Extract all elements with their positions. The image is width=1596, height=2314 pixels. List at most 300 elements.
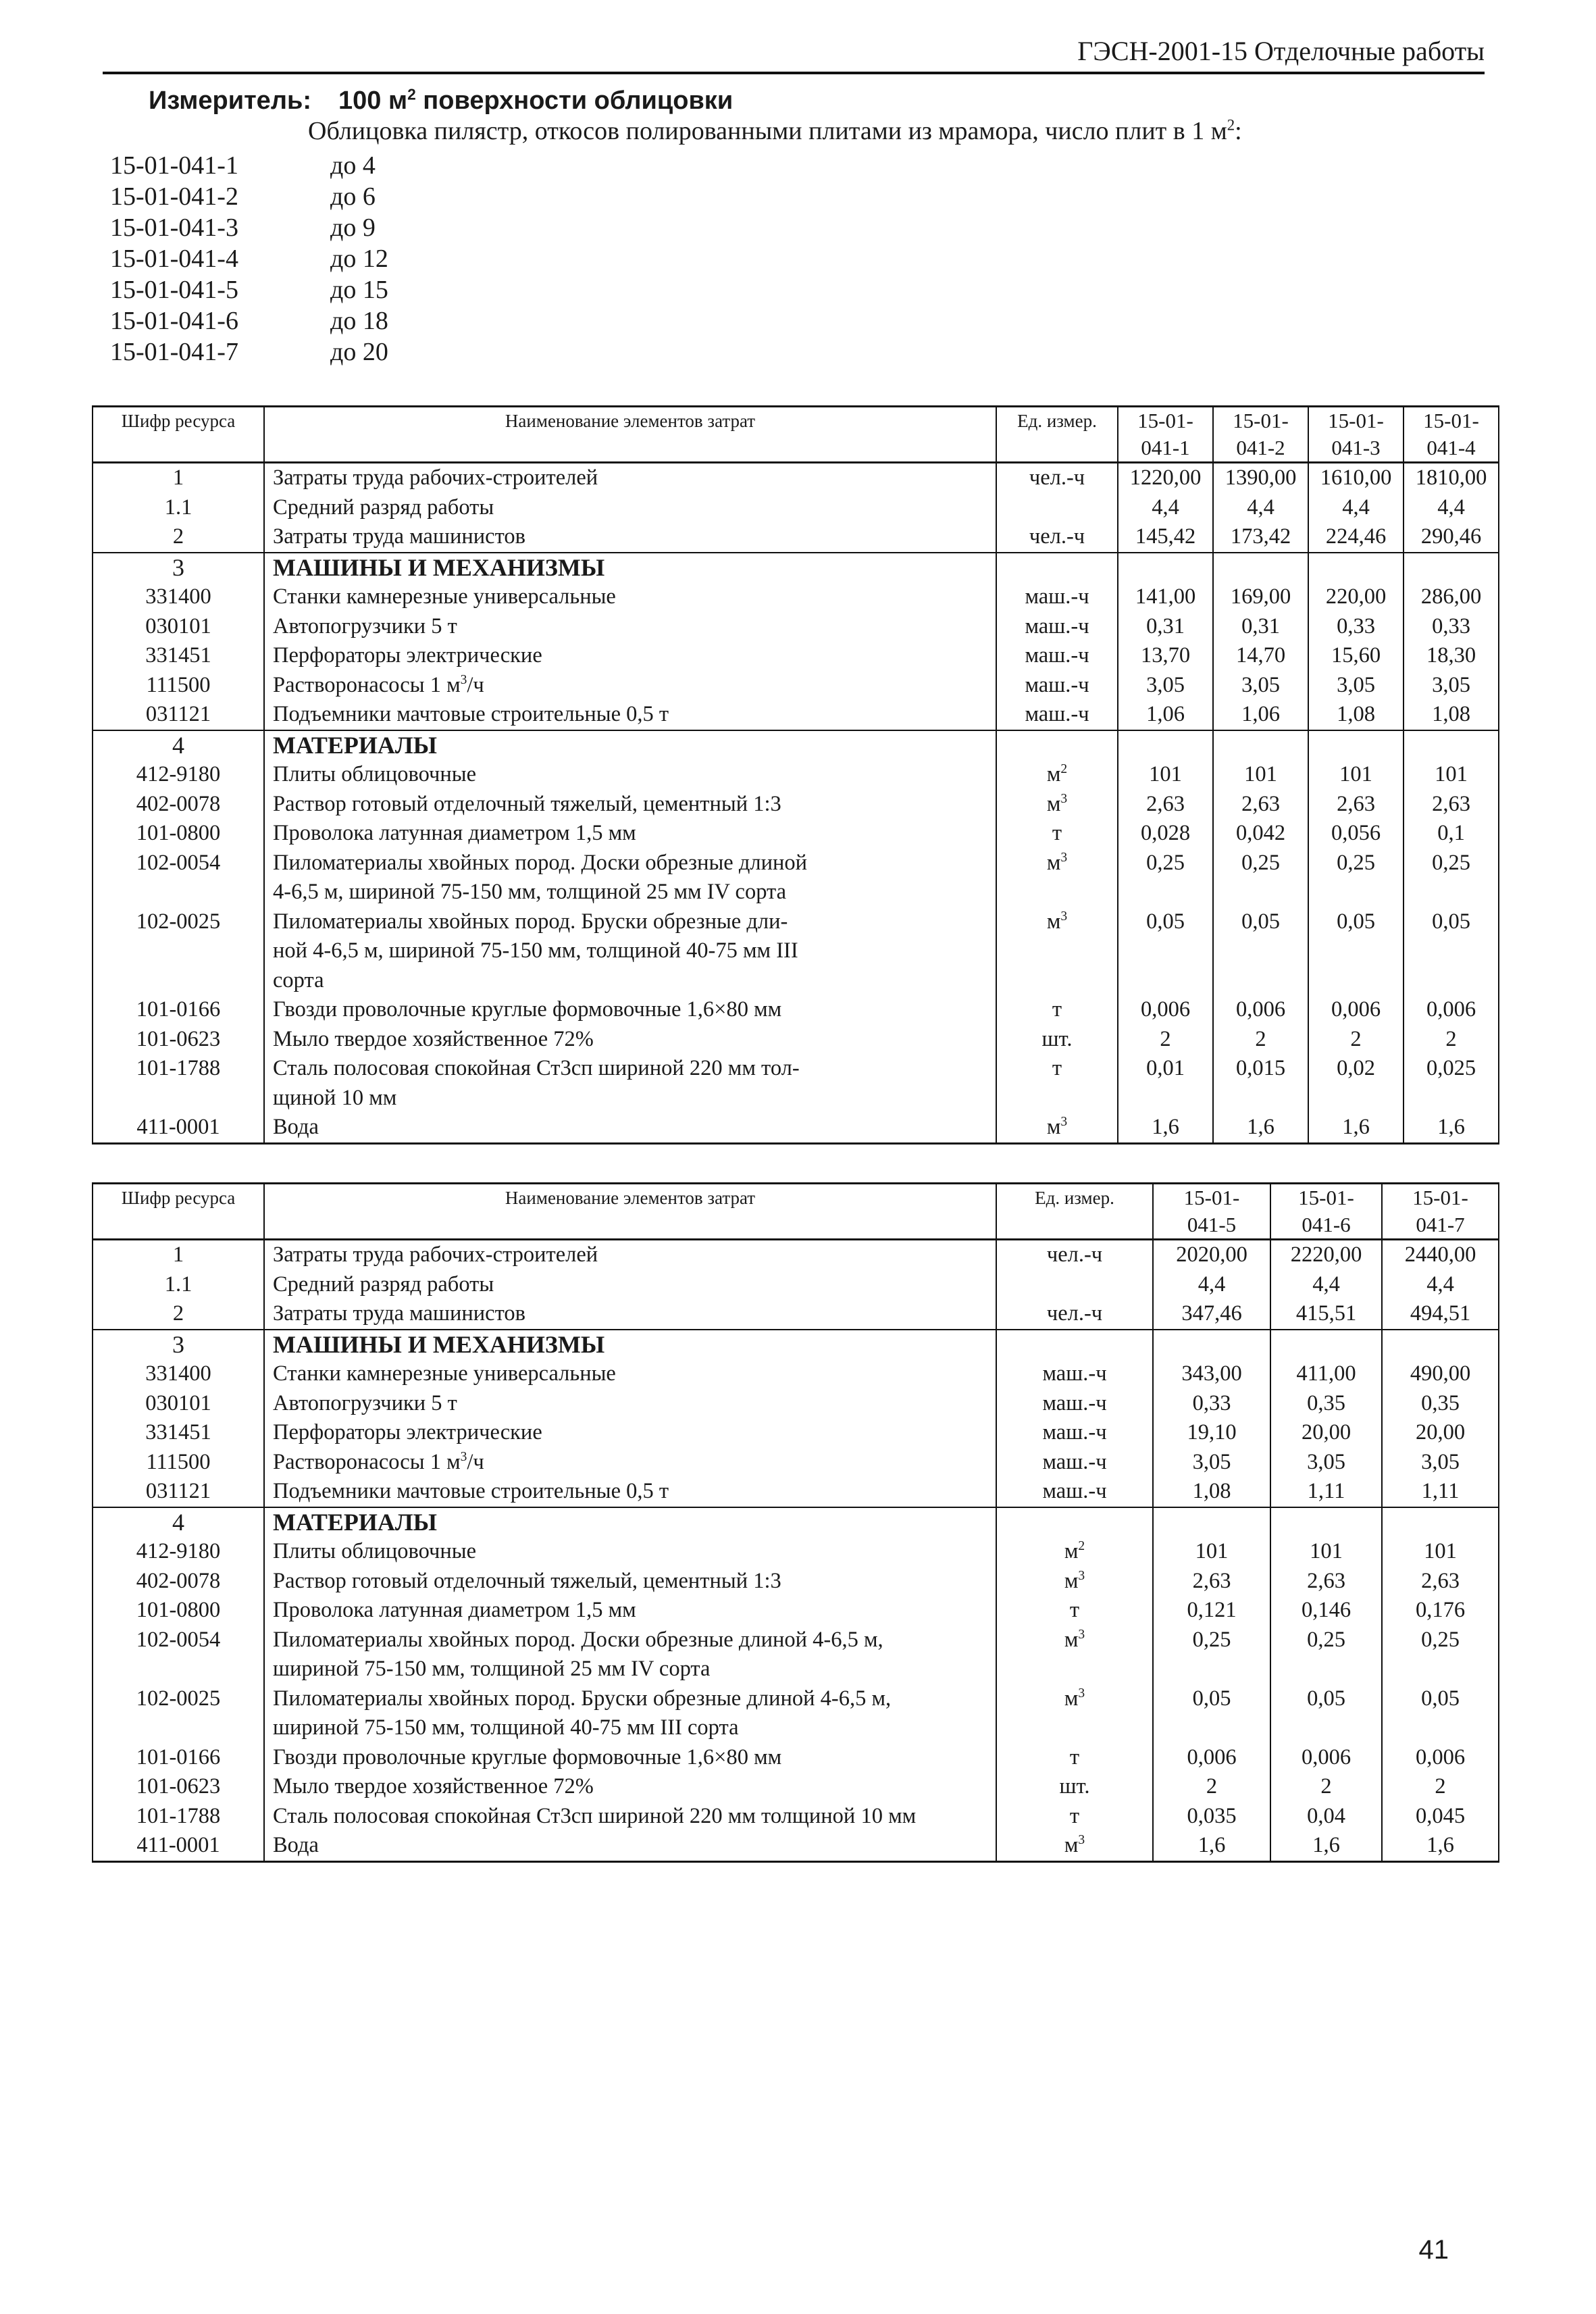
norm-value: 1,11 <box>1382 1477 1499 1507</box>
resource-name-line: Вода <box>273 1115 319 1139</box>
measure-label: Измеритель: <box>149 86 311 115</box>
resource-name <box>264 1567 996 1596</box>
norm-value: 0,006 <box>1153 1743 1270 1773</box>
norm-code-description: до 4 <box>330 151 376 180</box>
resource-code: 412-9180 <box>93 1537 264 1567</box>
resource-row <box>93 522 1499 553</box>
resource-name <box>264 1448 996 1478</box>
resource-row <box>93 641 1499 671</box>
norm-value: 494,51 <box>1382 1299 1499 1330</box>
resource-name <box>264 790 996 820</box>
resource-row <box>93 1448 1499 1478</box>
norm-value: 101 <box>1308 760 1404 790</box>
resource-name <box>264 907 996 996</box>
resource-name <box>264 1240 996 1270</box>
header-norm-column <box>1270 1184 1382 1240</box>
norm-code: 15-01-041-6 <box>110 307 238 335</box>
norm-value: 220,00 <box>1308 582 1404 612</box>
norm-value: 0,045 <box>1382 1802 1499 1832</box>
resource-name <box>264 1596 996 1626</box>
unit-of-measure: $м^3$ <box>996 1831 1153 1861</box>
norm-value: 0,006 <box>1404 995 1499 1025</box>
norm-value: 490,00 <box>1382 1359 1499 1389</box>
section-row <box>93 553 1499 583</box>
unit-of-measure <box>996 1330 1153 1360</box>
norm-value: 3,05 <box>1270 1448 1382 1478</box>
norm-value: 101 <box>1382 1537 1499 1567</box>
resource-name-line: Затраты труда машинистов <box>273 1301 525 1326</box>
unit-of-measure <box>996 1507 1153 1538</box>
resource-name <box>264 522 996 553</box>
resource-name <box>264 463 996 493</box>
norm-value: 0,042 <box>1213 819 1308 849</box>
norm-value: 1,6 <box>1308 1113 1404 1143</box>
unit-of-measure: маш.-ч <box>996 641 1118 671</box>
norm-value: 1,08 <box>1308 700 1404 730</box>
norm-value: 1610,00 <box>1308 463 1404 493</box>
norm-column-line2: 041-3 <box>1331 436 1381 459</box>
norm-value: 1,6 <box>1382 1831 1499 1861</box>
unit-of-measure: $м^3$ <box>996 790 1118 820</box>
norm-value: 0,025 <box>1404 1054 1499 1113</box>
norm-value: 1,08 <box>1153 1477 1270 1507</box>
resource-code: 111500 <box>93 671 264 701</box>
norm-value: 1,06 <box>1118 700 1213 730</box>
unit-of-measure <box>996 553 1118 583</box>
running-header-title: ГЭСН-2001-15 Отделочные работы <box>1077 36 1485 66</box>
header-element-name: Наименование элементов затрат <box>264 1184 996 1240</box>
norm-code: 15-01-041-2 <box>110 182 238 211</box>
resource-name-line: Мыло твердое хозяйственное 72% <box>273 1026 594 1051</box>
norm-column-line2: 041-6 <box>1302 1213 1351 1236</box>
resource-name <box>264 1684 996 1743</box>
resource-code: 4 <box>93 1507 264 1538</box>
resource-code: 331451 <box>93 1418 264 1448</box>
resource-name-line: МАШИНЫ И МЕХАНИЗМЫ <box>273 553 605 581</box>
resource-name-line: Пиломатериалы хвойных пород. Доски обрезные длиной <box>273 850 808 875</box>
norm-code-item <box>110 274 388 305</box>
resource-code: 111500 <box>93 1448 264 1478</box>
unit-of-measure: т <box>996 1802 1153 1832</box>
norm-code: 15-01-041-3 <box>110 213 238 242</box>
resource-code: 102-0054 <box>93 1626 264 1684</box>
resource-name-line: Станки камнерезные универсальные <box>273 584 616 609</box>
unit-of-measure: чел.-ч <box>996 1299 1153 1330</box>
norm-value: 173,42 <box>1213 522 1308 553</box>
resource-row <box>93 790 1499 820</box>
norm-value: 14,70 <box>1213 641 1308 671</box>
norm-value: 0,02 <box>1308 1054 1404 1113</box>
norm-value: 0,006 <box>1382 1743 1499 1773</box>
resource-row <box>93 1240 1499 1270</box>
norm-code-description: до 20 <box>330 338 388 366</box>
norm-value: 0,35 <box>1270 1389 1382 1419</box>
resource-row <box>93 1025 1499 1055</box>
unit-of-measure: $м^3$ <box>996 1567 1153 1596</box>
norm-value: 18,30 <box>1404 641 1499 671</box>
resource-table-1 <box>92 405 1499 1145</box>
resource-name-line: Сталь полосовая спокойная Ст3сп шириной 220 мм толщиной 10 мм <box>273 1803 917 1828</box>
norm-value: 0,05 <box>1118 907 1213 996</box>
resource-name-line: Затраты труда машинистов <box>273 524 525 549</box>
resource-name <box>264 730 996 761</box>
norm-value: 0,25 <box>1270 1626 1382 1684</box>
norm-value: 0,04 <box>1270 1802 1382 1832</box>
resource-code: 411-0001 <box>93 1113 264 1143</box>
norm-code: 15-01-041-5 <box>110 276 238 304</box>
resource-name <box>264 493 996 523</box>
unit-of-measure <box>996 1270 1153 1300</box>
resource-code: 101-1788 <box>93 1802 264 1832</box>
norm-value: 1220,00 <box>1118 463 1213 493</box>
unit-of-measure: чел.-ч <box>996 522 1118 553</box>
norm-value: 2,63 <box>1118 790 1213 820</box>
norm-column-line1: 15-01- <box>1298 1186 1354 1209</box>
norm-code: 15-01-041-1 <box>110 151 238 180</box>
norm-value: 1390,00 <box>1213 463 1308 493</box>
norm-value: 0,31 <box>1213 612 1308 642</box>
norm-value: 2,63 <box>1382 1567 1499 1596</box>
norm-value: 3,05 <box>1308 671 1404 701</box>
resource-name <box>264 1330 996 1360</box>
norm-value: 3,05 <box>1404 671 1499 701</box>
resource-code: 1 <box>93 1240 264 1270</box>
header-rule <box>103 72 1485 74</box>
resource-name-line: Плиты облицовочные <box>273 1539 477 1563</box>
resource-code: 331400 <box>93 1359 264 1389</box>
header-norm-column <box>1213 407 1308 463</box>
header-norm-column <box>1153 1184 1270 1240</box>
resource-name <box>264 641 996 671</box>
resource-name <box>264 1418 996 1448</box>
norm-value: 0,028 <box>1118 819 1213 849</box>
unit-of-measure: $м^3$ <box>996 1626 1153 1684</box>
norm-value: 224,46 <box>1308 522 1404 553</box>
resource-name-line: МАШИНЫ И МЕХАНИЗМЫ <box>273 1330 605 1358</box>
norm-value: 141,00 <box>1118 582 1213 612</box>
section-row <box>93 1330 1499 1360</box>
norm-value: 415,51 <box>1270 1299 1382 1330</box>
resource-name <box>264 582 996 612</box>
resource-row <box>93 1299 1499 1330</box>
norm-value <box>1153 1330 1270 1360</box>
unit-of-measure: $м^2$ <box>996 1537 1153 1567</box>
norm-value <box>1308 730 1404 761</box>
norm-value: 4,4 <box>1213 493 1308 523</box>
norm-value: 0,01 <box>1118 1054 1213 1113</box>
unit-of-measure: т <box>996 1054 1118 1113</box>
resource-name <box>264 612 996 642</box>
norm-value: 1,06 <box>1213 700 1308 730</box>
unit-of-measure: маш.-ч <box>996 1389 1153 1419</box>
norm-value: 169,00 <box>1213 582 1308 612</box>
norm-value: 2 <box>1153 1772 1270 1802</box>
norm-value: 343,00 <box>1153 1359 1270 1389</box>
resource-row <box>93 1626 1499 1684</box>
resource-name-line: Затраты труда рабочих-строителей <box>273 466 598 490</box>
norm-value <box>1404 553 1499 583</box>
resource-row <box>93 849 1499 907</box>
unit-of-measure: т <box>996 1743 1153 1773</box>
resource-name <box>264 1299 996 1330</box>
unit-of-measure: чел.-ч <box>996 1240 1153 1270</box>
norm-value: 411,00 <box>1270 1359 1382 1389</box>
unit-of-measure: т <box>996 1596 1153 1626</box>
measure-line <box>149 86 733 116</box>
resource-code: 031121 <box>93 1477 264 1507</box>
unit-of-measure: т <box>996 995 1118 1025</box>
norm-code-item <box>110 336 388 368</box>
norm-value: 101 <box>1118 760 1213 790</box>
resource-row <box>93 1684 1499 1743</box>
norm-value: 2,63 <box>1153 1567 1270 1596</box>
resource-name-line: Средний разряд работы <box>273 1272 494 1297</box>
resource-code: 1.1 <box>93 1270 264 1300</box>
resource-row <box>93 463 1499 493</box>
resource-name-line: Затраты труда рабочих-строителей <box>273 1242 598 1267</box>
resource-name <box>264 1359 996 1389</box>
norm-code-item <box>110 181 388 212</box>
norm-value: 20,00 <box>1270 1418 1382 1448</box>
norm-value: 2020,00 <box>1153 1240 1270 1270</box>
norm-code-item <box>110 305 388 336</box>
norm-value <box>1213 553 1308 583</box>
unit-of-measure <box>996 730 1118 761</box>
norm-value: 145,42 <box>1118 522 1213 553</box>
norm-value <box>1404 730 1499 761</box>
resource-code: 101-0800 <box>93 819 264 849</box>
resource-code: 101-0623 <box>93 1772 264 1802</box>
norm-value: 0,35 <box>1382 1389 1499 1419</box>
resource-code: 102-0054 <box>93 849 264 907</box>
norm-value: 0,25 <box>1118 849 1213 907</box>
norm-value: 2 <box>1118 1025 1213 1055</box>
resource-name-line: шириной 75-150 мм, толщиной 40-75 мм III сорта <box>273 1715 739 1740</box>
norm-value: 0,056 <box>1308 819 1404 849</box>
norm-value: 0,25 <box>1308 849 1404 907</box>
norm-value: 3,05 <box>1118 671 1213 701</box>
unit-of-measure: шт. <box>996 1025 1118 1055</box>
norm-value <box>1382 1330 1499 1360</box>
resource-name-line: Гвозди проволочные круглые формовочные 1,6×80 мм <box>273 997 782 1022</box>
norm-value: 1,6 <box>1270 1831 1382 1861</box>
header-resource-code: Шифр ресурса <box>93 407 264 463</box>
norm-value: 0,25 <box>1382 1626 1499 1684</box>
norm-column-line2: 041-1 <box>1141 436 1190 459</box>
norm-value: 0,25 <box>1153 1626 1270 1684</box>
resource-name-line: Автопогрузчики 5 т <box>273 1390 457 1415</box>
header-resource-code: Шифр ресурса <box>93 1184 264 1240</box>
resource-row <box>93 1389 1499 1419</box>
unit-of-measure: т <box>996 819 1118 849</box>
norm-value: 1,6 <box>1404 1113 1499 1143</box>
resource-code: 402-0078 <box>93 1567 264 1596</box>
resource-row <box>93 700 1499 730</box>
resource-name-line: Раствор готовый отделочный тяжелый, цементный 1:3 <box>273 791 781 816</box>
resource-code: 412-9180 <box>93 760 264 790</box>
resource-row <box>93 493 1499 523</box>
resource-row <box>93 1359 1499 1389</box>
norm-value: 1,6 <box>1213 1113 1308 1143</box>
resource-name-line: Раствор готовый отделочный тяжелый, цементный 1:3 <box>273 1568 781 1593</box>
resource-row <box>93 1418 1499 1448</box>
resource-name-line: Гвозди проволочные круглые формовочные 1,6×80 мм <box>273 1744 782 1769</box>
resource-name <box>264 1772 996 1802</box>
norm-value: 2,63 <box>1404 790 1499 820</box>
norm-value <box>1382 1507 1499 1538</box>
norm-code-item <box>110 150 388 181</box>
norm-value: 2 <box>1404 1025 1499 1055</box>
resource-name <box>264 1743 996 1773</box>
resource-name-line: Подъемники мачтовые строительные 0,5 т <box>273 702 669 726</box>
norm-value: 101 <box>1404 760 1499 790</box>
resource-name <box>264 995 996 1025</box>
norm-column-line1: 15-01- <box>1183 1186 1240 1209</box>
resource-code: 2 <box>93 522 264 553</box>
norm-value <box>1270 1507 1382 1538</box>
resource-name-line: Подъемники мачтовые строительные 0,5 т <box>273 1479 669 1503</box>
norm-value: 1,11 <box>1270 1477 1382 1507</box>
norm-value: 0,05 <box>1308 907 1404 996</box>
resource-name-line: МАТЕРИАЛЫ <box>273 731 437 759</box>
resource-row <box>93 612 1499 642</box>
section-row <box>93 1507 1499 1538</box>
section-row <box>93 730 1499 761</box>
resource-code: 3 <box>93 1330 264 1360</box>
unit-of-measure: маш.-ч <box>996 1359 1153 1389</box>
norm-column-line1: 15-01- <box>1423 409 1479 432</box>
norm-value: 0,05 <box>1382 1684 1499 1743</box>
resource-name <box>264 1113 996 1143</box>
unit-of-measure: маш.-ч <box>996 582 1118 612</box>
norm-value <box>1118 730 1213 761</box>
resource-row <box>93 1054 1499 1113</box>
norm-value: 0,25 <box>1404 849 1499 907</box>
unit-of-measure: чел.-ч <box>996 463 1118 493</box>
unit-of-measure: $м^3$ <box>996 1113 1118 1143</box>
resource-code: 4 <box>93 730 264 761</box>
norm-value: 13,70 <box>1118 641 1213 671</box>
resource-name <box>264 700 996 730</box>
norm-value: 347,46 <box>1153 1299 1270 1330</box>
resource-name <box>264 1477 996 1507</box>
resource-code: 030101 <box>93 1389 264 1419</box>
resource-code: 101-0800 <box>93 1596 264 1626</box>
norm-value: 4,4 <box>1270 1270 1382 1300</box>
unit-of-measure: маш.-ч <box>996 700 1118 730</box>
norm-value: 4,4 <box>1153 1270 1270 1300</box>
norm-column-line2: 041-5 <box>1187 1213 1237 1236</box>
resource-name <box>264 1270 996 1300</box>
norm-value: 2 <box>1270 1772 1382 1802</box>
resource-name-line: Средний разряд работы <box>273 495 494 520</box>
norm-value: 2220,00 <box>1270 1240 1382 1270</box>
measure-value: 100 $м^2$ поверхности облицовки <box>338 85 733 115</box>
resource-code: 031121 <box>93 700 264 730</box>
norm-value: 101 <box>1153 1537 1270 1567</box>
resource-row <box>93 582 1499 612</box>
norm-value: 19,10 <box>1153 1418 1270 1448</box>
norm-value: 0,05 <box>1404 907 1499 996</box>
unit-of-measure: шт. <box>996 1772 1153 1802</box>
resource-row <box>93 907 1499 996</box>
norm-value: 0,006 <box>1308 995 1404 1025</box>
resource-name-line: Мыло твердое хозяйственное 72% <box>273 1774 594 1799</box>
table-header-row <box>93 407 1499 463</box>
resource-name <box>264 1507 996 1538</box>
norm-code-description: до 15 <box>330 276 388 304</box>
unit-of-measure: маш.-ч <box>996 612 1118 642</box>
resource-name <box>264 1389 996 1419</box>
norm-code-item <box>110 212 388 243</box>
resource-code: 101-0166 <box>93 995 264 1025</box>
unit-of-measure <box>996 493 1118 523</box>
norm-column-line2: 041-2 <box>1236 436 1285 459</box>
resource-row <box>93 1477 1499 1507</box>
header-unit: Ед. измер. <box>996 1184 1153 1240</box>
resource-code: 331451 <box>93 641 264 671</box>
norm-value: 0,31 <box>1118 612 1213 642</box>
norm-value: 4,4 <box>1382 1270 1499 1300</box>
norm-value: 1,6 <box>1118 1113 1213 1143</box>
norm-value: 2440,00 <box>1382 1240 1499 1270</box>
norm-value: 0,33 <box>1153 1389 1270 1419</box>
resource-name-line: щиной 10 мм <box>273 1085 397 1110</box>
page-number: 41 <box>1418 2235 1449 2265</box>
norm-value: 4,4 <box>1404 493 1499 523</box>
header-norm-column <box>1118 407 1213 463</box>
resource-name <box>264 1802 996 1832</box>
header-norm-column <box>1404 407 1499 463</box>
norm-value <box>1270 1330 1382 1360</box>
norm-value <box>1118 553 1213 583</box>
norm-value: 0,006 <box>1213 995 1308 1025</box>
norm-column-line1: 15-01- <box>1328 409 1384 432</box>
resource-name-line: Пиломатериалы хвойных пород. Бруски обрезные дли- <box>273 909 788 934</box>
norm-column-line2: 041-7 <box>1416 1213 1465 1236</box>
norm-value: 290,46 <box>1404 522 1499 553</box>
norm-value: 0,05 <box>1270 1684 1382 1743</box>
norm-value: 4,4 <box>1118 493 1213 523</box>
resource-row <box>93 1743 1499 1773</box>
resource-name-line: Перфораторы электрические <box>273 1420 542 1444</box>
norm-value: 2 <box>1308 1025 1404 1055</box>
unit-of-measure: маш.-ч <box>996 1418 1153 1448</box>
norm-value: 0,015 <box>1213 1054 1308 1113</box>
unit-of-measure: $м^2$ <box>996 760 1118 790</box>
resource-name-line: Растворонасосы 1 $м^3/ч$ <box>273 672 484 697</box>
norm-code-description: до 18 <box>330 307 388 335</box>
norm-value <box>1308 553 1404 583</box>
resource-name-line: шириной 75-150 мм, толщиной 25 мм IV сорта <box>273 1657 711 1681</box>
norm-column-line1: 15-01- <box>1233 409 1289 432</box>
resource-name <box>264 553 996 583</box>
norm-value: 3,05 <box>1153 1448 1270 1478</box>
resource-code: 402-0078 <box>93 790 264 820</box>
norm-value: 1,08 <box>1404 700 1499 730</box>
norm-value: 0,05 <box>1153 1684 1270 1743</box>
resource-name-line: МАТЕРИАЛЫ <box>273 1508 437 1536</box>
norm-value: 20,00 <box>1382 1418 1499 1448</box>
unit-of-measure: маш.-ч <box>996 1448 1153 1478</box>
norm-value: 2,63 <box>1213 790 1308 820</box>
resource-row <box>93 1772 1499 1802</box>
unit-of-measure: $м^3$ <box>996 907 1118 996</box>
norm-value: 2,63 <box>1270 1567 1382 1596</box>
resource-name <box>264 1025 996 1055</box>
resource-code: 331400 <box>93 582 264 612</box>
resource-name <box>264 1537 996 1567</box>
